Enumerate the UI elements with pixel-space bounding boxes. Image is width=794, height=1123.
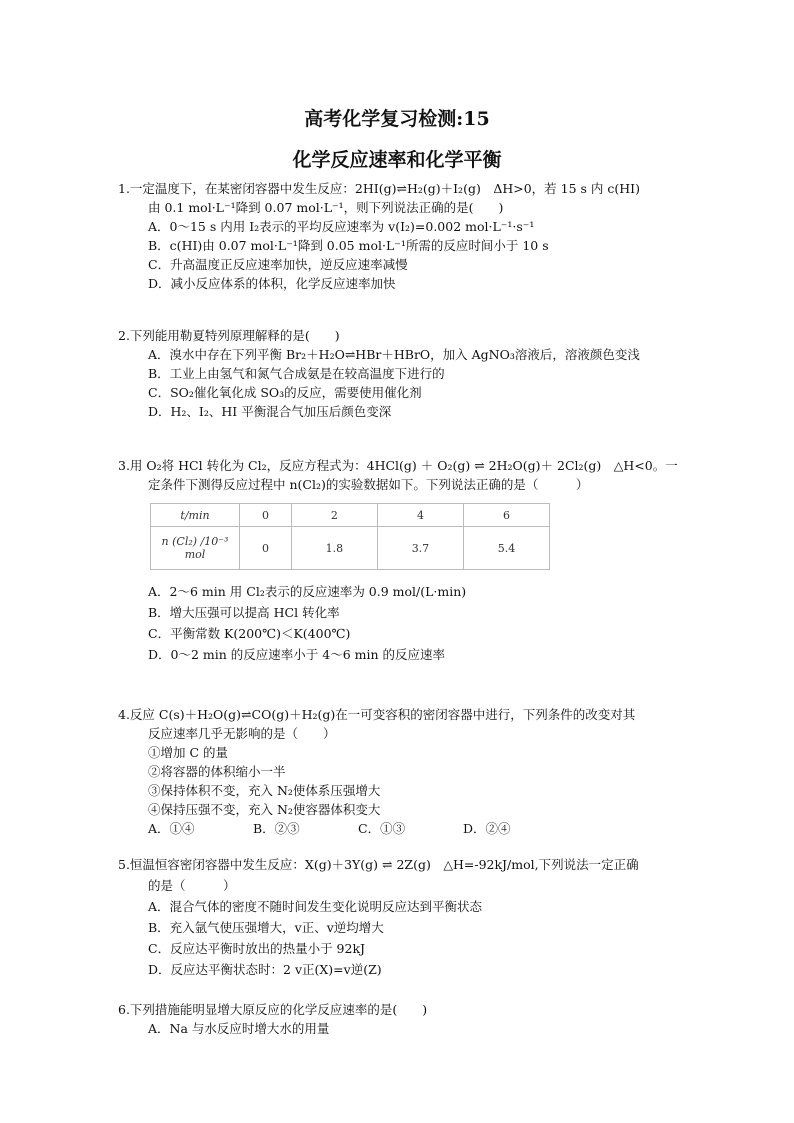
question-5-option-c: C．反应达平衡时放出的热量小于 92kJ bbox=[148, 941, 366, 956]
question-5-option-b: B．充入氩气使压强增大，v正、v逆均增大 bbox=[148, 920, 384, 935]
table-header-amount-line2: mol bbox=[184, 548, 206, 561]
question-1-stem-line2: 由 0.1 mol·L⁻¹降到 0.07 mol·L⁻¹，则下列说法正确的是( ) bbox=[148, 200, 504, 215]
question-5-stem-line1: 5.恒温恒容密闭容器中发生反应：X(g)＋3Y(g) ⇌ 2Z(g) △H=-92kJ/mol,下列说法一定正确 bbox=[118, 857, 639, 872]
question-3-option-c: C．平衡常数 K(200℃)＜K(400℃) bbox=[148, 626, 351, 641]
question-4-option-a: A．①④ bbox=[148, 821, 195, 836]
question-4-stem-line1: 4.反应 C(s)＋H₂O(g)⇌CO(g)＋H₂(g)在一可变容积的密闭容器中进行，下列条件的改变对其 bbox=[118, 707, 636, 722]
question-5 bbox=[118, 855, 708, 979]
question-5-option-d: D．反应达平衡状态时：2 v正(X)=v逆(Z) bbox=[148, 962, 382, 977]
question-4-item-3: ③保持体积不变，充入 N₂使体系压强增大 bbox=[148, 783, 381, 798]
table-cell: 0 bbox=[240, 527, 292, 570]
table-cell: 4 bbox=[377, 504, 463, 527]
table-cell: 5.4 bbox=[463, 527, 549, 570]
table-cell: 2 bbox=[291, 504, 377, 527]
table-header-amount-line1: n (Cl₂) /10⁻³ bbox=[161, 535, 229, 548]
question-2-option-b: B．工业上由氢气和氮气合成氨是在较高温度下进行的 bbox=[148, 366, 445, 381]
table-cell: 3.7 bbox=[377, 527, 463, 570]
table-row bbox=[151, 527, 550, 570]
question-2-option-a: A．溴水中存在下列平衡 Br₂＋H₂O⇌HBr＋HBrO，加入 AgNO₃溶液后，溶液颜色变浅 bbox=[148, 347, 640, 362]
question-6-option-a: A．Na 与水反应时增大水的用量 bbox=[148, 1021, 330, 1036]
table-header-time: t/min bbox=[151, 504, 240, 527]
question-4-option-c: C．①③ bbox=[358, 821, 406, 836]
question-1-option-a: A．0～15 s 内用 I₂表示的平均反应速率为 v(I₂)=0.002 mol·L⁻¹·s⁻¹ bbox=[148, 219, 535, 234]
question-5-stem-line2: 的是（ ） bbox=[148, 878, 236, 893]
question-4-item-4: ④保持压强不变，充入 N₂使容器体积变大 bbox=[148, 802, 381, 817]
question-4-item-1: ①增加 C 的量 bbox=[148, 745, 229, 760]
question-1-option-d: D．减小反应体系的体积，化学反应速率加快 bbox=[148, 276, 396, 291]
question-3-option-b: B．增大压强可以提高 HCl 转化率 bbox=[148, 605, 340, 620]
question-2-option-d: D．H₂、I₂、HI 平衡混合气加压后颜色变深 bbox=[148, 404, 392, 419]
table-cell: 1.8 bbox=[291, 527, 377, 570]
question-1-option-c: C．升高温度正反应速率加快，逆反应速率减慢 bbox=[148, 257, 408, 272]
question-4-item-2: ②将容器的体积缩小一半 bbox=[148, 764, 286, 779]
question-1 bbox=[118, 179, 708, 293]
page-title: 高考化学复习检测:15 bbox=[304, 108, 490, 130]
question-3-option-d: D．0～2 min 的反应速率小于 4～6 min 的反应速率 bbox=[148, 647, 446, 662]
question-1-stem-line1: 1.一定温度下，在某密闭容器中发生反应：2HI(g)⇌H₂(g)＋I₂(g) ΔH>0，若 15 s 内 c(HI) bbox=[118, 181, 640, 196]
question-3-stem-line1: 3.用 O₂将 HCl 转化为 Cl₂，反应方程式为：4HCl(g) ＋ O₂(g) ⇌ 2H₂O(g)＋ 2Cl₂(g) △H<0。一 bbox=[118, 458, 678, 473]
question-6 bbox=[118, 1000, 708, 1038]
table-cell: 6 bbox=[463, 504, 549, 527]
question-3-data-table bbox=[150, 503, 550, 570]
table-header-amount bbox=[151, 527, 240, 570]
page-subtitle: 化学反应速率和化学平衡 bbox=[292, 149, 502, 171]
table-row bbox=[151, 504, 550, 527]
question-2 bbox=[118, 326, 708, 421]
question-5-option-a: A．混合气体的密度不随时间发生变化说明反应达到平衡状态 bbox=[148, 899, 483, 914]
question-2-option-c: C．SO₂催化氧化成 SO₃的反应，需要使用催化剂 bbox=[148, 385, 422, 400]
table-cell: 0 bbox=[240, 504, 292, 527]
question-3-options bbox=[118, 582, 708, 664]
question-3 bbox=[118, 456, 708, 494]
question-4-stem-line2: 反应速率几乎无影响的是（ ） bbox=[148, 726, 336, 741]
question-2-stem: 2.下列能用勒夏特列原理解释的是( ) bbox=[118, 328, 340, 343]
question-4 bbox=[118, 705, 708, 838]
question-4-option-d: D．②④ bbox=[463, 821, 511, 836]
question-1-option-b: B．c(HI)由 0.07 mol·L⁻¹降到 0.05 mol·L⁻¹所需的反应时间小于 10 s bbox=[148, 238, 549, 253]
question-6-stem: 6.下列措施能明显增大原反应的化学反应速率的是( ) bbox=[118, 1002, 428, 1017]
question-4-options bbox=[118, 819, 708, 838]
question-3-option-a: A．2～6 min 用 Cl₂表示的反应速率为 0.9 mol/(L·min) bbox=[148, 584, 467, 599]
question-3-stem-line2: 定条件下测得反应过程中 n(Cl₂)的实验数据如下。下列说法正确的是（ ） bbox=[148, 477, 589, 492]
question-4-option-b: B．②③ bbox=[253, 821, 300, 836]
